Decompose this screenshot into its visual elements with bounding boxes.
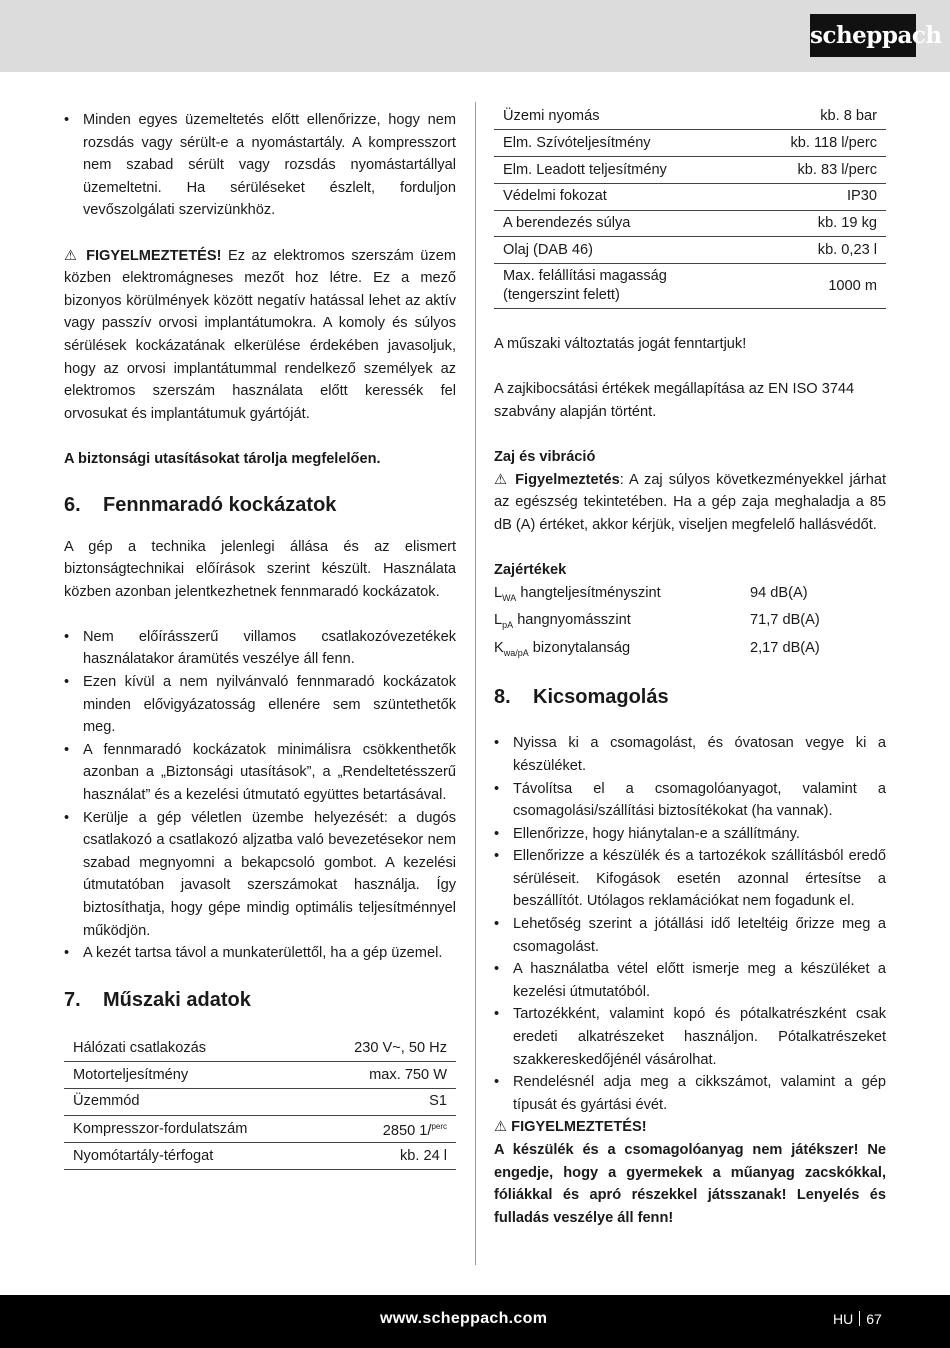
noise-heading: Zaj és vibráció: [494, 449, 596, 466]
final-warning-heading: [494, 1116, 886, 1139]
noise-symbol: L: [494, 612, 503, 629]
spec-label: Elm. Leadott teljesítmény: [494, 157, 754, 184]
noise-standard-note: A zajkibocsátási értékek megállapítása az EN ISO 3744 szabvány alapján történt.: [494, 381, 855, 421]
noise-label: [494, 582, 750, 610]
table-row: [64, 1088, 456, 1115]
table-row: [494, 210, 886, 237]
spec-value: [313, 1115, 456, 1142]
website-link[interactable]: www.scheppach.com: [380, 1310, 548, 1327]
table-row: [494, 237, 886, 264]
section-7-heading: [64, 987, 456, 1013]
noise-label: [494, 609, 750, 637]
spec-label: Üzemi nyomás: [494, 103, 754, 130]
spec-label: Olaj (DAB 46): [494, 237, 754, 264]
list-item: • Kerülje a gép véletlen üzembe helyezését: a dugós csatlakozó a csatlakozó aljzatba való bevezetésekor nem szabad megnyomni a bekapcsoló gombot. A kezelési útmutatóban javasolt szerszámokat használja. Így biztosíthatja, hogy gépe mindig optimális teljesítménnyel működjön.: [64, 807, 456, 943]
spec-label: Motorteljesítmény: [64, 1062, 313, 1089]
noise-symbol: L: [494, 584, 503, 601]
column-divider: [475, 102, 476, 1265]
noise-subscript: WA: [502, 592, 517, 603]
spec-value: 1000 m: [754, 264, 886, 309]
section-8-heading: [494, 684, 886, 710]
spec-value: kb. 0,23 l: [754, 237, 886, 264]
noise-value: 94 dB(A): [750, 584, 808, 601]
final-warning-text: A készülék és a csomagolóanyag nem játékszer! Ne engedje, hogy a gyermekek a műanyag zacskókkal, fóliákkal és apró részekkel játsszanak! Lenyelés és fulladás veszélye áll fenn!: [494, 1142, 886, 1226]
list-item: • Rendelésnél adja meg a cikkszámot, valamint a gép típusát és gyártási évét.: [494, 1071, 886, 1116]
scheppach-logo: scheppach: [810, 14, 916, 57]
warning-triangle-icon: ⚠: [494, 471, 510, 488]
list-item: • Távolítsa el a csomagolóanyagot, valamint a csomagolási/szállítási biztosítékokat (ha vannak).: [494, 778, 886, 823]
noise-value: 71,7 dB(A): [750, 612, 820, 629]
section-number: 8.: [494, 686, 511, 709]
footer-bar: [0, 1295, 950, 1348]
noise-warning: [494, 469, 886, 537]
list-item: • A kezét tartsa távol a munkaterülettől, ha a gép üzemel.: [64, 942, 456, 965]
pressure-tank-bullet: [64, 109, 456, 222]
noise-label: [494, 637, 750, 665]
list-item: • Minden egyes üzemeltetés előtt ellenőrizze, hogy nem rozsdás vagy sérült-e a nyomástartály. A kompresszort nem szabad sérült vagy rozsdás nyomástartállyal üzemeltetni. Ha sérüléseket észlelt, forduljon vevőszolgálati szervizünkhöz.: [64, 109, 456, 222]
list-item: • Ezen kívül a nem nyilvánvaló fennmaradó kockázatok minden elővigyázatosság ellenére sem szüntethetők meg.: [64, 671, 456, 739]
spec-value: kb. 83 l/perc: [754, 157, 886, 184]
section-title: Műszaki adatok: [103, 988, 251, 1011]
noise-subscript: pA: [502, 620, 514, 631]
spec-label: Max. felállítási magasság (tengerszint felett): [494, 264, 754, 309]
table-row: [64, 1062, 456, 1089]
right-column: [494, 103, 886, 1229]
spec-value: IP30: [754, 183, 886, 210]
tech-data-table-left: [64, 1035, 456, 1170]
spec-label: A berendezés súlya: [494, 210, 754, 237]
section-title: Kicsomagolás: [533, 686, 669, 709]
spec-value: S1: [313, 1088, 456, 1115]
table-row: [494, 130, 886, 157]
table-row: [64, 1115, 456, 1142]
technical-change-note: A műszaki változtatás jogát fenntartjuk!: [494, 336, 747, 353]
spec-label: Nyomótartály-térfogat: [64, 1143, 313, 1170]
section-number: 7.: [64, 988, 81, 1011]
spec-value: 230 V~, 50 Hz: [313, 1035, 456, 1062]
noise-label-text: bizonytalanság: [528, 639, 631, 656]
left-column: [64, 109, 456, 1170]
warning-triangle-icon: ⚠: [494, 1119, 508, 1136]
emf-warning: [64, 245, 456, 426]
spec-value: max. 750 W: [313, 1062, 456, 1089]
noise-values-table: [494, 582, 886, 665]
section-number: 6.: [64, 493, 81, 516]
spec-label: Hálózati csatlakozás: [64, 1035, 313, 1062]
warning-text: Ez az elektromos szerszám üzem közben elektromágneses mezőt hoz létre. Ez a mező bizonyos körülmények között negatív hatással lehet az aktív vagy passzív orvosi implantátumokra. A komoly és súlyos sérülések kockázatának elkerülése érdekében javasoljuk, hogy az orvosi implantátummal rendelkező személyek az elektromos szerszám használata előtt keressék fel orvosukat és implantátumuk gyártóját.: [64, 247, 456, 422]
spec-value: kb. 24 l: [313, 1143, 456, 1170]
warning-label: FIGYELMEZTETÉS!: [511, 1119, 647, 1136]
warning-label: FIGYELMEZTETÉS!: [86, 247, 222, 264]
spec-value-text: 2850 1/: [382, 1122, 432, 1139]
language-code: HU: [833, 1311, 854, 1327]
list-item: • Ellenőrizze a készülék és a tartozékok szállításból eredő sérüléseit. Kifogások esetén azonnal értesítse a beszállítót. Utólagos reklamációkat nem fogadunk el.: [494, 845, 886, 913]
spec-label: Védelmi fokozat: [494, 183, 754, 210]
list-item: • Lehetőség szerint a jótállási idő leteltéig őrizze meg a csomagolást.: [494, 913, 886, 958]
section-title: Fennmaradó kockázatok: [103, 493, 337, 516]
separator: [859, 1311, 860, 1326]
table-row: [64, 1143, 456, 1170]
noise-label-text: hangteljesítményszint: [516, 584, 661, 601]
noise-label-text: hangnyomásszint: [513, 612, 631, 629]
warning-text: : A zaj súlyos következményekkel járhat az egészség tekintetében. Ha a gép zaja meghaladja a 85 dB (A) értéket, akkor kérjük, viseljen megfelelő hallásvédőt.: [494, 471, 886, 534]
noise-values-heading: Zajértékek: [494, 562, 567, 579]
page-number: 67: [866, 1311, 882, 1327]
table-row: [494, 264, 886, 309]
list-item: • Tartozékként, valamint kopó és pótalkatrészként csak eredeti alkatrészeket használjon. Pótalkatrészeket szakkereskedőjénél vásárolhat.: [494, 1003, 886, 1071]
page-indicator: [833, 1311, 882, 1327]
section-6-heading: [64, 492, 456, 518]
section-6-intro: A gép a technika jelenlegi állása és az elismert biztonságtechnikai előírások szerint készült. Használata közben azonban jelentkezhetnek fennmaradó kockázatok.: [64, 538, 456, 600]
spec-value: kb. 8 bar: [754, 103, 886, 130]
unpacking-list: [494, 732, 886, 1116]
list-item: • A használatba vétel előtt ismerje meg a készüléket a kezelési útmutatóból.: [494, 958, 886, 1003]
spec-value-unit: perc: [431, 1121, 447, 1131]
noise-symbol: K: [494, 639, 504, 656]
noise-value: 2,17 dB(A): [750, 639, 820, 656]
spec-label: Kompresszor-fordulatszám: [64, 1115, 313, 1142]
list-item: • A fennmaradó kockázatok minimálisra csökkenthetők azonban a „Biztonsági utasítások”, a „Rendeltetésszerű használat” és a kezelési útmutató együttes betartásával.: [64, 739, 456, 807]
list-item: • Nyissa ki a csomagolást, és óvatosan vegye ki a készüléket.: [494, 732, 886, 777]
table-row: [494, 103, 886, 130]
table-row: [494, 157, 886, 184]
spec-value: kb. 19 kg: [754, 210, 886, 237]
spec-value: kb. 118 l/perc: [754, 130, 886, 157]
tech-data-table-right: [494, 103, 886, 309]
residual-risk-list: [64, 626, 456, 965]
spec-label: Üzemmód: [64, 1088, 313, 1115]
warning-label: Figyelmeztetés: [515, 471, 620, 488]
list-item: • Ellenőrizze, hogy hiánytalan-e a szállítmány.: [494, 823, 886, 846]
table-row: [494, 183, 886, 210]
table-row: [64, 1035, 456, 1062]
store-instructions-note: A biztonsági utasításokat tárolja megfelelően.: [64, 450, 381, 467]
spec-label: Elm. Szívóteljesítmény: [494, 130, 754, 157]
warning-triangle-icon: ⚠: [64, 247, 80, 264]
noise-subscript: wa/pA: [503, 647, 529, 658]
list-item: • Nem előírásszerű villamos csatlakozóvezetékek használatakor áramütés veszélye áll fenn.: [64, 626, 456, 671]
header-bar: [0, 0, 950, 72]
